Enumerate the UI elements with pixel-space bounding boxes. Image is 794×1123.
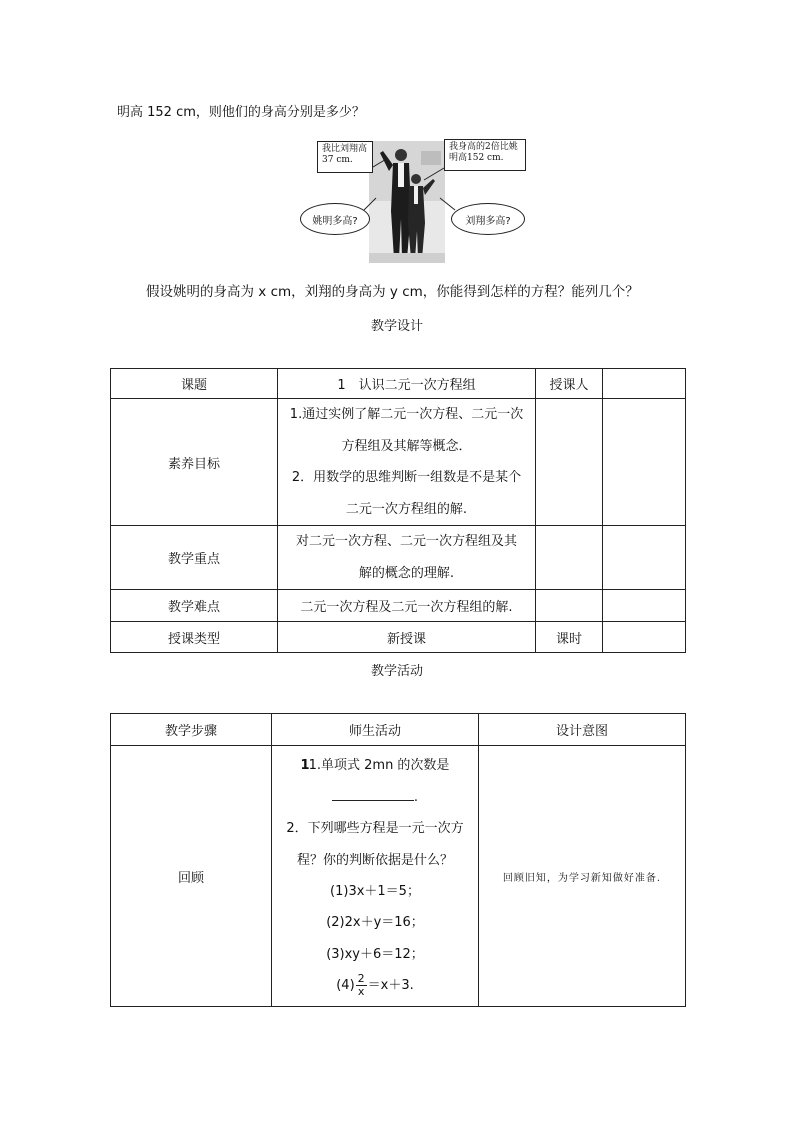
question-1: 11.单项式 2mn 的次数是 <box>300 758 450 774</box>
step-cell: 回顾 <box>111 746 272 1007</box>
topic-value: 1 认识二元一次方程组 <box>278 369 536 399</box>
goals-label: 素养目标 <box>111 399 278 526</box>
type-value: 新授课 <box>278 622 536 653</box>
question-2-line: 程？你的判断依据是什么？ <box>296 852 453 868</box>
activity-cell <box>272 746 479 1007</box>
empty-cell <box>603 526 686 590</box>
empty-cell <box>603 399 686 526</box>
speech-bubble-left: 我比刘翔高37 cm. <box>317 141 373 173</box>
empty-cell <box>536 526 603 590</box>
thought-ellipse-right: 刘翔多高? <box>451 203 525 235</box>
key-value <box>278 526 536 590</box>
intro-text: 明高 152 cm，则他们的身高分别是多少？ <box>117 105 365 120</box>
question-1-text: 1.单项式 2mn 的次数是 <box>308 758 450 774</box>
goals-line: 2．用数学的思维判断一组数是不是某个 <box>291 470 522 485</box>
key-label: 教学重点 <box>111 526 278 590</box>
fraction: $\frac{2}{x}$ <box>357 972 365 999</box>
difficulty-value: 二元一次方程及二元一次方程组的解. <box>278 590 536 622</box>
topic-label: 课题 <box>111 369 278 399</box>
header-activity: 师生活动 <box>272 714 479 746</box>
empty-cell <box>536 590 603 622</box>
answer-blank <box>332 786 414 801</box>
question-2-line: 2．下列哪些方程是一元一次方 <box>286 821 464 837</box>
header-intent: 设计意图 <box>479 714 686 746</box>
difficulty-label: 教学难点 <box>111 590 278 622</box>
goals-line: 二元一次方程组的解. <box>345 501 468 517</box>
key-line: 对二元一次方程、二元一次方程组及其 <box>295 534 517 549</box>
intent-cell: 回顾旧知，为学习新知做好准备. <box>479 746 686 1007</box>
empty-cell <box>603 590 686 622</box>
goals-line: 方程组及其解等概念． <box>341 438 472 454</box>
speech-bubble-right: 我身高的2倍比姚明高152 cm. <box>444 139 526 171</box>
equation-2: (2)2x＋y＝16； <box>326 915 424 931</box>
type-label: 授课类型 <box>111 622 278 653</box>
design-table <box>110 368 686 653</box>
goals-line: 1.通过实例了解二元一次方程、二元一次 <box>289 407 524 422</box>
hours-value <box>603 622 686 653</box>
goals-value <box>278 399 536 526</box>
key-line: 解的概念的理解. <box>358 565 455 581</box>
activity-heading: 教学活动 <box>370 664 423 679</box>
header-step: 教学步骤 <box>111 714 272 746</box>
design-heading: 教学设计 <box>370 319 423 334</box>
equation-1: (1)3x＋1＝5； <box>330 884 420 899</box>
hours-label: 课时 <box>536 622 603 653</box>
activity-table <box>110 713 686 1007</box>
equation-4: (4) $\frac{2}{x}$ ＝x＋3. <box>336 972 414 999</box>
thought-ellipse-left: 姚明多高? <box>300 203 370 235</box>
teacher-label: 授课人 <box>536 369 603 399</box>
question-text: 假设姚明的身高为 x cm，刘翔的身高为 y cm，你能得到怎样的方程？能列几个？ <box>146 284 639 300</box>
answer-blank-line: . <box>272 782 478 813</box>
equation-3: (3)xy＋6＝12； <box>326 946 424 962</box>
teacher-value <box>603 369 686 399</box>
empty-cell <box>536 399 603 526</box>
